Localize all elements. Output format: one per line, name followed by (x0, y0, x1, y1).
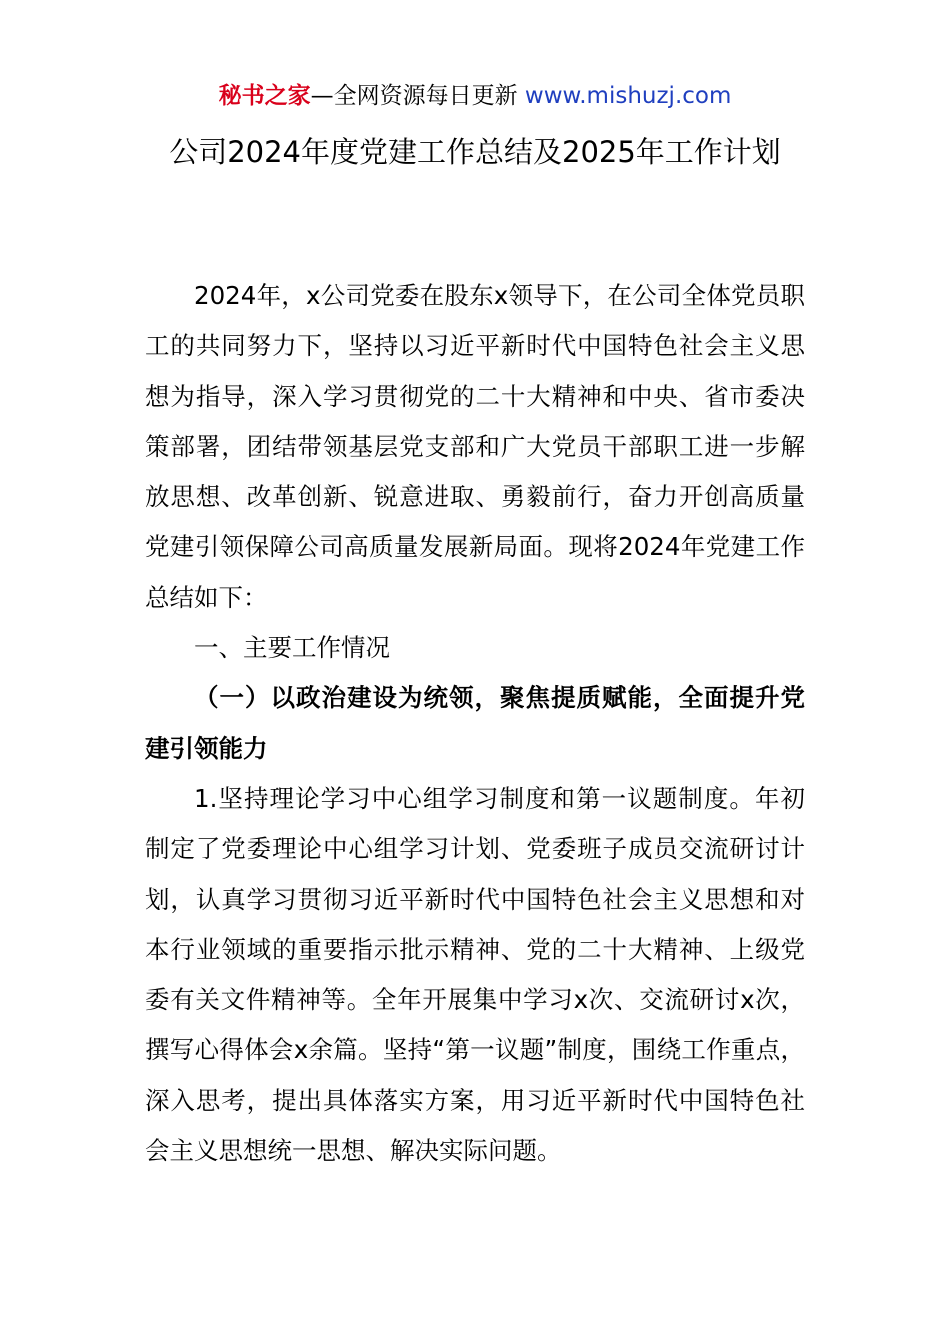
brand-name: 秘书之家 (218, 83, 311, 109)
section-heading: 一、主要工作情况 (194, 633, 390, 663)
site-url-link[interactable]: www.mishuzj.com (524, 83, 732, 109)
site-header (0, 80, 950, 112)
item-paragraph: 1.坚持理论学习中心组学习制度和第一议题制度。年初制定了党委理论中心组学习计划、党委班子成员交流研讨计划，认真学习贯彻习近平新时代中国特色社会主义思想和对本行业领域的重要指示批示精神、党的二十大精神、上级党委有关文件精神等。全年开展集中学习x次、交流研讨x次，撰写心得体会x余篇。坚持“第一议题”制度，围绕工作重点，深入思考，提出具体落实方案，用习近平新时代中国特色社会主义思想统一思想、解决实际问题。 (145, 783, 805, 1166)
document-body (145, 271, 805, 1176)
subsection-heading: （一）以政治建设为统领，聚焦提质赋能，全面提升党建引领能力 (145, 683, 805, 763)
header-slogan: —全网资源每日更新 (310, 83, 518, 109)
intro-paragraph: 2024年，x公司党委在股东x领导下，在公司全体党员职工的共同努力下，坚持以习近平新时代中国特色社会主义思想为指导，深入学习贯彻党的二十大精神和中央、省市委决策部署，团结带领基层党支部和广大党员干部职工进一步解放思想、改革创新、锐意进取、勇毅前行，奋力开创高质量党建引领保障公司高质量发展新局面。现将2024年党建工作总结如下： (145, 281, 805, 612)
document-title: 公司2024年度党建工作总结及2025年工作计划 (169, 135, 781, 169)
